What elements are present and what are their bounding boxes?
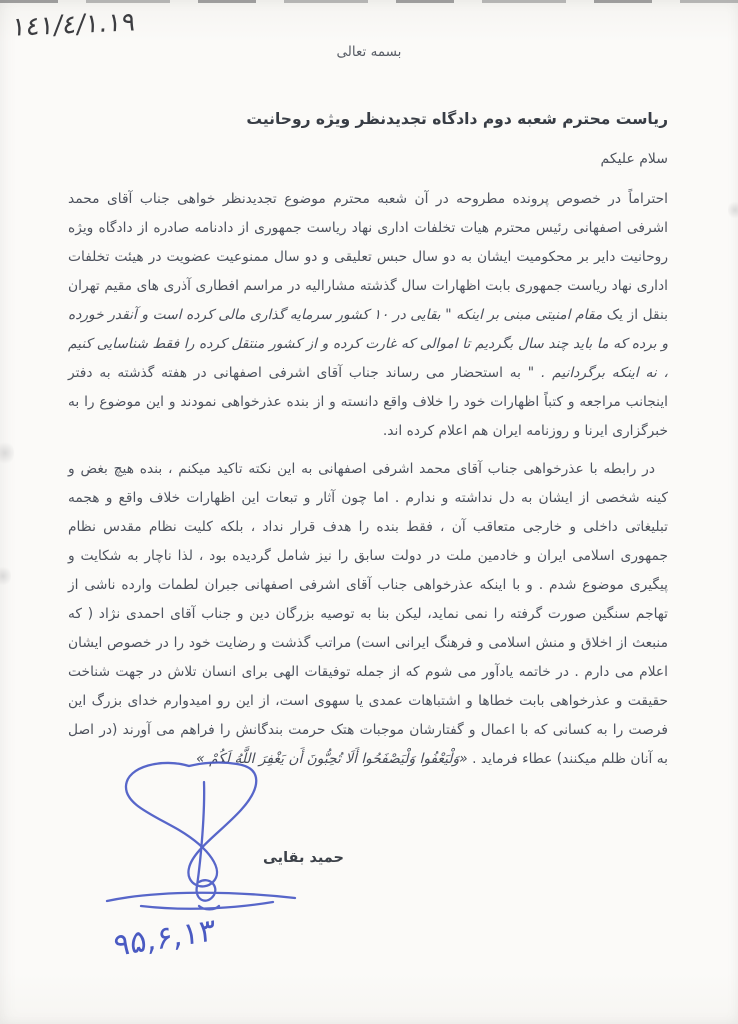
scan-smudge <box>728 200 738 220</box>
signer-name: حمید بقایی <box>263 850 344 866</box>
quran-verse-quote: «وَلْيَعْفُوا وَلْيَصْفَحُوا أَلَا تُحِبُّونَ أَن يَغْفِرَ اللَّهُ لَكُمْ » <box>196 751 468 767</box>
handwritten-date: ۹۵,۶,۱۳ <box>112 911 217 965</box>
handwritten-case-number: ١٤١/٤/١.١٩ <box>10 7 137 43</box>
besmele-header: بسمه تعالی <box>336 44 402 60</box>
letter-body <box>68 185 668 783</box>
body-paragraph-2 <box>68 455 668 774</box>
scan-smudge <box>0 565 11 587</box>
salutation-line: سلام علیکم <box>600 151 668 167</box>
scan-edge-artifact <box>0 0 738 3</box>
paragraph1-tail: به استحضار می رساند جناب آقای اشرفی اصفهانی در هفته گذشته به دفتر اینجانب مراجعه و کتباً اظهارات خود را خلاف واقع دانسته و از بنده عذرخواهی نمودند و این موضوع را به خبرگزاری ایرنا و روزنامه ایران هم اعلام کرده اند. <box>68 365 668 439</box>
paragraph1-lead: احتراماً در خصوص پرونده مطروحه در آن شعبه محترم موضوع تجدیدنظر خواهی جناب آقای محمد اشرفی اصفهانی رئیس محترم هیات تخلفات اداری نهاد ریاست جمهوری از دادنامه صادره از دادگاه ویژه روحانیت دایر بر محکومیت ایشان به دو سال حبس تعلیقی و دو سال ممنوعیت عضویت در هیئت تخلفات اداری نهاد ریاست جمهوری بابت اظهارات سال گذشته مشارالیه در مراسم افطاری آذری های مقیم تهران بنقل از یک <box>68 191 669 323</box>
scan-smudge <box>0 440 14 466</box>
body-paragraph-1 <box>68 185 668 446</box>
recipient-heading: ریاست محترم شعبه دوم دادگاه تجدیدنظر ویژه روحانیت <box>246 110 668 128</box>
signature-block <box>95 752 425 992</box>
signature-scribble <box>103 758 308 916</box>
paragraph1-quoted-statement: مقام امنیتی مبنی بر اینکه " بقایی در ۱۰ کشور سرمایه گذاری مالی کرده است و آنقدر خورده و برده که ما باید چند سال بگردیم تا اموالی که غارت کرده و از کشور منتقل کرده را فقط شناسایی کنیم ، نه اینکه برگردانیم . " <box>68 307 668 381</box>
paragraph2-lead: در رابطه با عذرخواهی جناب آقای محمد اشرفی اصفهانی به این نکته تاکید میکنم ، بنده هیچ بغض و کینه شخصی از ایشان به دل نداشته و ندارم . اما چون آثار و تبعات این اظهارات خلاف واقع و هجمه تبلیغاتی داخلی و خارجی متعاقب آن ، فقط بنده را هدف قرار نداد ، بلکه کلیت نظام مقدس نظام جمهوری اسلامی ایران و خادمین ملت در دولت سابق را نیز شامل گردیده بود ، لذا ناچار به شکایت و پیگیری موضوع شدم . و با اینکه عذرخواهی جناب آقای اشرفی اصفهانی جبران لطمات وارده ناشی از تهاجم سنگین صورت گرفته را نمی نماید، لیکن بنا به توصیه بزرگان دین و جناب آقای احمدی نژاد ( که منبعث از اخلاق و منش اسلامی و فرهنگ ایرانی است) مراتب گذشت و رضایت خود را در خصوص ایشان اعلام می دارم . در خاتمه یادآور می شوم که از جمله توفیقات الهی برای انسان تلاش در جهت شناخت حقیقت و عذرخواهی بابت خطاها و اشتباهات عمدی یا سهوی است، از این رو امیدوارم خدای بزرگ این فرصت را به کسانی که با اعمال و گفتارشان موجبات هتک حرمت بندگانش را فراهم می آورند (در اصل به آنان ظلم میکنند) عطاء فرماید . <box>68 461 668 767</box>
